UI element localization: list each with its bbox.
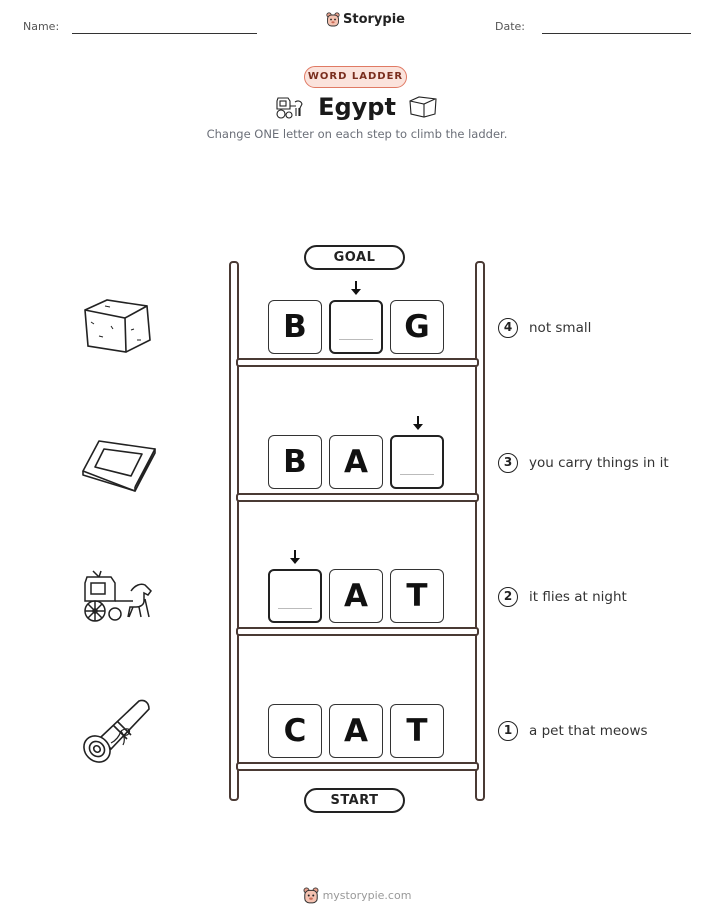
stone-block-icon [407,94,439,120]
name-line[interactable] [72,33,257,34]
name-label: Name: [23,20,60,33]
letter-tile: G [390,300,444,354]
step-number: 2 [498,587,518,607]
gold-bar-icon [81,431,157,493]
arrow-down-icon [411,415,425,431]
step-number: 3 [498,453,518,473]
letter-tile: A [329,569,383,623]
letter-tile: C [268,704,322,758]
stone-block-icon [81,296,155,356]
brand-name: Storypie [343,12,405,27]
ladder-rung [236,627,479,636]
letter-input[interactable] [390,435,444,489]
letter-tile: T [390,569,444,623]
ladder-rung [236,762,479,771]
clue-text: you carry things in it [529,455,669,471]
worksheet-title: Egypt [318,93,396,121]
brand [326,12,405,27]
letter-tile: A [329,704,383,758]
storypie-logo-icon [303,887,319,904]
date-label: Date: [495,20,525,33]
ladder-right-rail [475,261,485,801]
arrow-down-icon [288,549,302,565]
footer [0,887,714,904]
letter-input[interactable] [268,569,322,623]
arrow-down-icon [349,280,363,296]
instructions: Change ONE letter on each step to climb the ladder. [206,127,508,141]
scroll-icon [81,697,153,767]
goal-label: GOAL [304,245,405,270]
date-line[interactable] [542,33,691,34]
letter-input[interactable] [329,300,383,354]
ladder-rung [236,493,479,502]
start-label: START [304,788,405,813]
clue-text: not small [529,320,592,336]
ladder-left-rail [229,261,239,801]
clue-text: it flies at night [529,589,627,605]
ladder-rung [236,358,479,367]
step-number: 4 [498,318,518,338]
footer-site[interactable]: mystorypie.com [322,889,412,902]
step-number: 1 [498,721,518,741]
letter-tile: A [329,435,383,489]
letter-tile: B [268,300,322,354]
clue-text: a pet that meows [529,723,648,739]
letter-tile: T [390,704,444,758]
letter-tile: B [268,435,322,489]
carriage-icon [81,569,157,625]
worksheet-badge: WORD LADDER [304,66,407,88]
storypie-logo-icon [326,12,340,27]
